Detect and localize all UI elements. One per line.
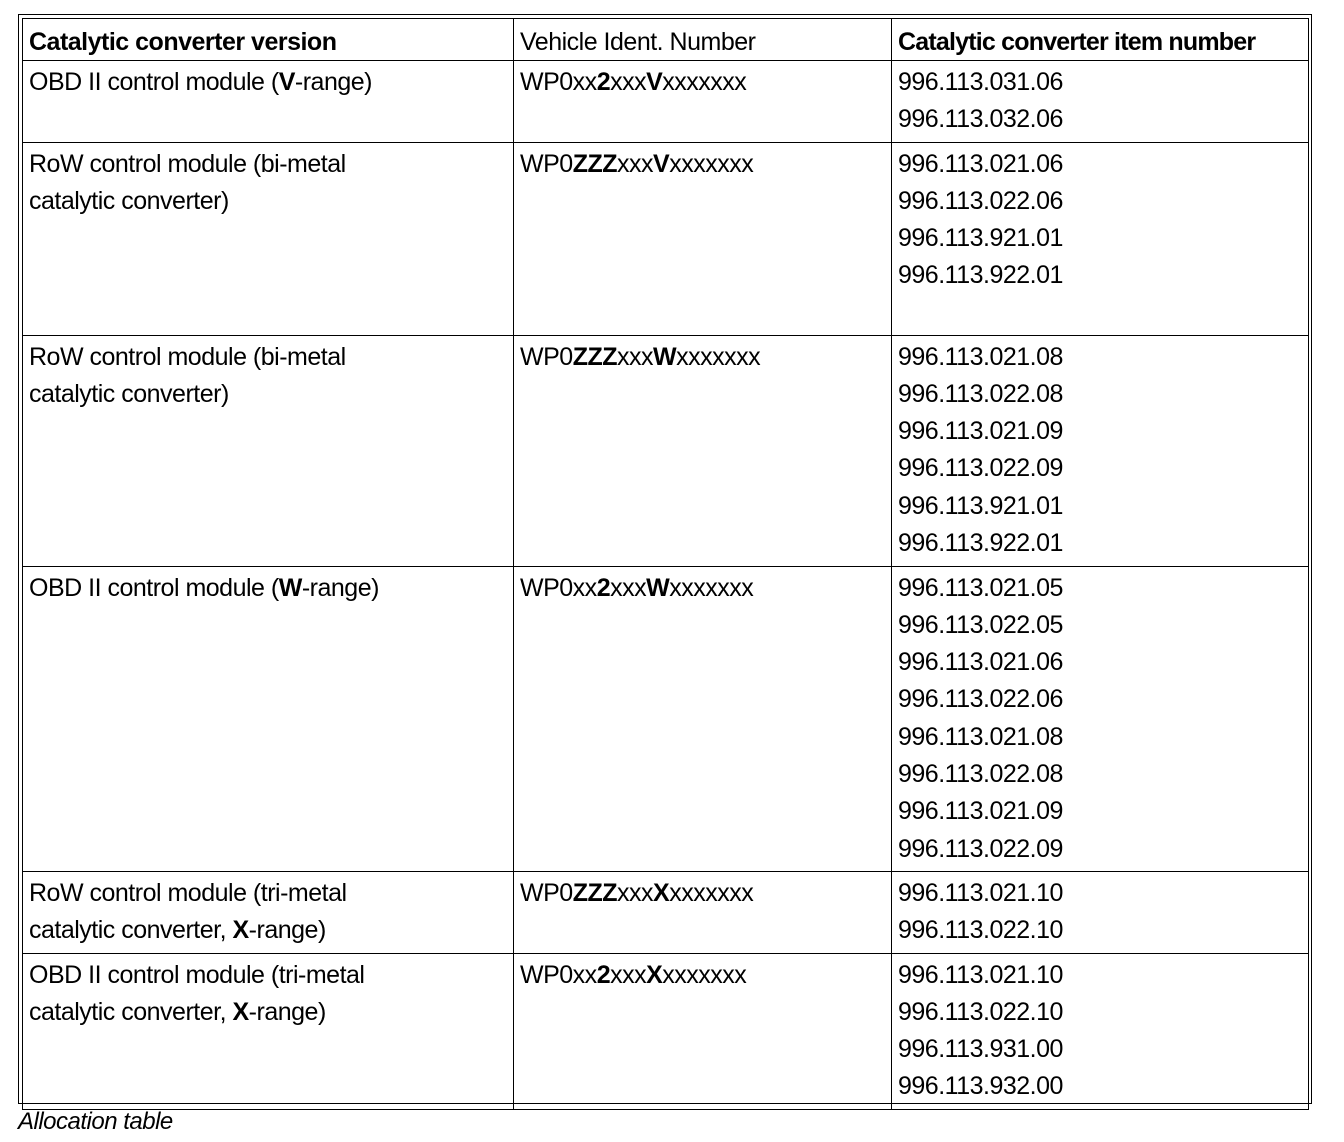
item-number: 996.113.021.09 xyxy=(898,417,1063,446)
item-number: 996.113.032.06 xyxy=(898,105,1063,134)
version-text-segment: -range) xyxy=(294,68,372,96)
vin-text-segment: xxx xyxy=(617,342,654,371)
vin-text-segment: xxx xyxy=(617,878,654,907)
vin-text-segment: xxx xyxy=(610,573,647,602)
item-number: 996.113.931.00 xyxy=(898,1035,1063,1064)
vin-text-segment: WP0 xyxy=(520,149,573,178)
item-number: 996.113.921.01 xyxy=(898,224,1063,253)
version-text-segment: OBD II control module ( xyxy=(29,68,279,96)
vin-text-segment: xxx xyxy=(610,960,647,989)
vin-text-segment: WP0xx xyxy=(520,960,597,989)
version-text-segment: V xyxy=(278,68,295,96)
table-row xyxy=(23,61,1309,143)
item-number: 996.113.021.09 xyxy=(898,797,1063,826)
vin-text-segment: W xyxy=(646,573,670,602)
version-cell xyxy=(23,61,514,143)
item-numbers-cell xyxy=(892,335,1309,566)
table-row xyxy=(23,871,1309,953)
item-number: 996.113.022.10 xyxy=(898,997,1063,1026)
vin-text-segment: ZZZ xyxy=(572,878,618,907)
version-text-segment: W xyxy=(278,573,302,602)
version-cell xyxy=(23,142,514,335)
version-text-segment: -range) xyxy=(301,573,379,602)
item-number: 996.113.021.10 xyxy=(898,960,1063,989)
version-text-segment: RoW control module (tri-metal xyxy=(29,878,347,907)
version-cell xyxy=(23,566,514,871)
vin-text-segment: W xyxy=(653,342,677,371)
vin-cell xyxy=(514,566,892,871)
table-header-row xyxy=(23,19,1309,61)
item-number: 996.113.021.10 xyxy=(898,878,1063,907)
allocation-table xyxy=(22,18,1309,1110)
item-number: 996.113.022.08 xyxy=(898,379,1063,408)
vin-text-segment: WP0xx xyxy=(520,573,597,602)
vin-text-segment: WP0 xyxy=(520,878,573,907)
vin-text-segment: WP0 xyxy=(520,342,573,371)
vin-text-segment: xxxxxxx xyxy=(669,573,754,602)
vin-text-segment: X xyxy=(646,960,663,989)
version-text-segment: -range) xyxy=(248,916,326,945)
item-numbers-cell xyxy=(892,871,1309,953)
vin-cell xyxy=(514,953,892,1109)
item-number: 996.113.921.01 xyxy=(898,491,1063,520)
vin-cell xyxy=(514,871,892,953)
vin-text-segment: xxx xyxy=(617,149,654,178)
header-catalytic-converter-item-number: Catalytic converter item number xyxy=(892,19,1309,61)
vin-text-segment: V xyxy=(646,68,663,96)
vin-text-segment: 2 xyxy=(596,573,611,602)
version-cell xyxy=(23,335,514,566)
version-text-segment: catalytic converter, xyxy=(29,997,233,1026)
item-number: 996.113.021.08 xyxy=(898,722,1063,751)
version-text-segment: X xyxy=(232,916,249,945)
vin-text-segment: xxxxxxx xyxy=(676,342,761,371)
item-number: 996.113.021.05 xyxy=(898,573,1063,602)
table-row xyxy=(23,335,1309,566)
vin-text-segment: V xyxy=(653,149,670,178)
vin-cell xyxy=(514,335,892,566)
version-text-segment: OBD II control module ( xyxy=(29,573,279,602)
version-cell xyxy=(23,871,514,953)
table-row xyxy=(23,953,1309,1109)
item-number: 996.113.022.06 xyxy=(898,685,1063,714)
version-text-segment: RoW control module (bi-metal xyxy=(29,342,346,371)
vin-text-segment: ZZZ xyxy=(572,149,618,178)
item-number: 996.113.022.05 xyxy=(898,610,1063,639)
item-numbers-cell xyxy=(892,953,1309,1109)
table-row xyxy=(23,566,1309,871)
vin-text-segment: xxxxxxx xyxy=(662,68,747,96)
item-numbers-cell xyxy=(892,61,1309,143)
version-text-segment: OBD II control module (tri-metal xyxy=(29,960,365,989)
vin-cell xyxy=(514,61,892,143)
vin-text-segment: xxxxxxx xyxy=(669,149,754,178)
vin-text-segment: X xyxy=(653,878,670,907)
table-caption: Allocation table xyxy=(18,1108,173,1135)
item-number: 996.113.922.01 xyxy=(898,529,1063,558)
vin-cell xyxy=(514,142,892,335)
item-number: 996.113.022.09 xyxy=(898,834,1063,863)
item-number: 996.113.022.08 xyxy=(898,760,1063,789)
item-number: 996.113.021.06 xyxy=(898,149,1063,178)
item-number: 996.113.932.00 xyxy=(898,1072,1063,1101)
item-number: 996.113.021.08 xyxy=(898,342,1063,371)
item-number: 996.113.022.06 xyxy=(898,186,1063,215)
version-text-segment: -range) xyxy=(248,997,326,1026)
version-text-segment: catalytic converter, xyxy=(29,916,233,945)
version-text-segment: RoW control module (bi-metal xyxy=(29,149,346,178)
table-row xyxy=(23,142,1309,335)
item-number: 996.113.922.01 xyxy=(898,261,1063,290)
item-numbers-cell xyxy=(892,566,1309,871)
version-text-segment: X xyxy=(232,997,249,1026)
vin-text-segment: xxx xyxy=(610,68,647,96)
item-number: 996.113.022.09 xyxy=(898,454,1063,483)
vin-text-segment: xxxxxxx xyxy=(669,878,754,907)
item-number: 996.113.021.06 xyxy=(898,648,1063,677)
item-numbers-cell xyxy=(892,142,1309,335)
item-number: 996.113.022.10 xyxy=(898,916,1063,945)
vin-text-segment: ZZZ xyxy=(572,342,618,371)
version-text-segment: catalytic converter) xyxy=(29,186,229,215)
header-vehicle-ident-number: Vehicle Ident. Number xyxy=(514,19,892,61)
version-cell xyxy=(23,953,514,1109)
vin-text-segment: xxxxxxx xyxy=(662,960,747,989)
version-text-segment: catalytic converter) xyxy=(29,379,229,408)
vin-text-segment: 2 xyxy=(596,68,611,96)
header-catalytic-converter-version: Catalytic converter version xyxy=(23,19,514,61)
item-number: 996.113.031.06 xyxy=(898,68,1063,96)
vin-text-segment: WP0xx xyxy=(520,68,597,96)
vin-text-segment: 2 xyxy=(596,960,611,989)
